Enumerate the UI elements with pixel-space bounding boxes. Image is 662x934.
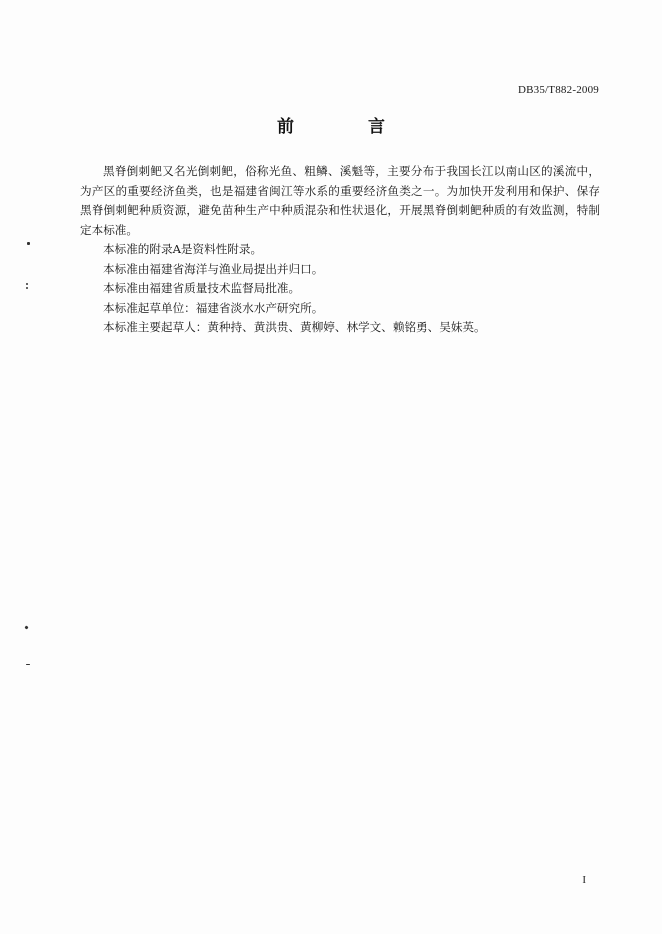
foreword-paragraph-drafters: 本标准主要起草人：黄种持、黄洪贵、黄柳婷、林学文、赖铭勇、吴妹英。 [103, 320, 486, 334]
scan-speck [24, 625, 28, 629]
foreword-paragraph-proposer: 本标准由福建省海洋与渔业局提出并归口。 [103, 261, 324, 276]
foreword-body [80, 162, 600, 338]
foreword-paragraph-appendix: 本标准的附录A是资料性附录。 [103, 242, 263, 256]
foreword-paragraph-drafting-unit: 本标准起草单位：福建省淡水水产研究所。 [103, 300, 324, 315]
page-title: 前 言 [277, 117, 419, 137]
scan-speck [27, 242, 30, 245]
scan-speck [26, 287, 28, 289]
page-number: I [582, 874, 586, 886]
foreword-paragraph-intro: 黑脊倒刺鲃又名光倒刺鲃，俗称光鱼、粗鳞、溪魁等，主要分布于我国长江以南山区的溪流中，为产区的重要经济鱼类，也是福建省闽江等水系的重要经济鱼类之一。为加快开发利用和保护、保存黑脊倒刺鲃种质资源，避免苗种生产中种质混杂和性状退化，开展黑脊倒刺鲃种质的有效监测，特制定本标准。 [80, 164, 600, 237]
scan-speck [26, 283, 28, 285]
scan-speck [26, 664, 30, 665]
standard-code: DB35/T882-2009 [517, 84, 599, 96]
foreword-paragraph-approver: 本标准由福建省质量技术监督局批准。 [103, 281, 301, 295]
